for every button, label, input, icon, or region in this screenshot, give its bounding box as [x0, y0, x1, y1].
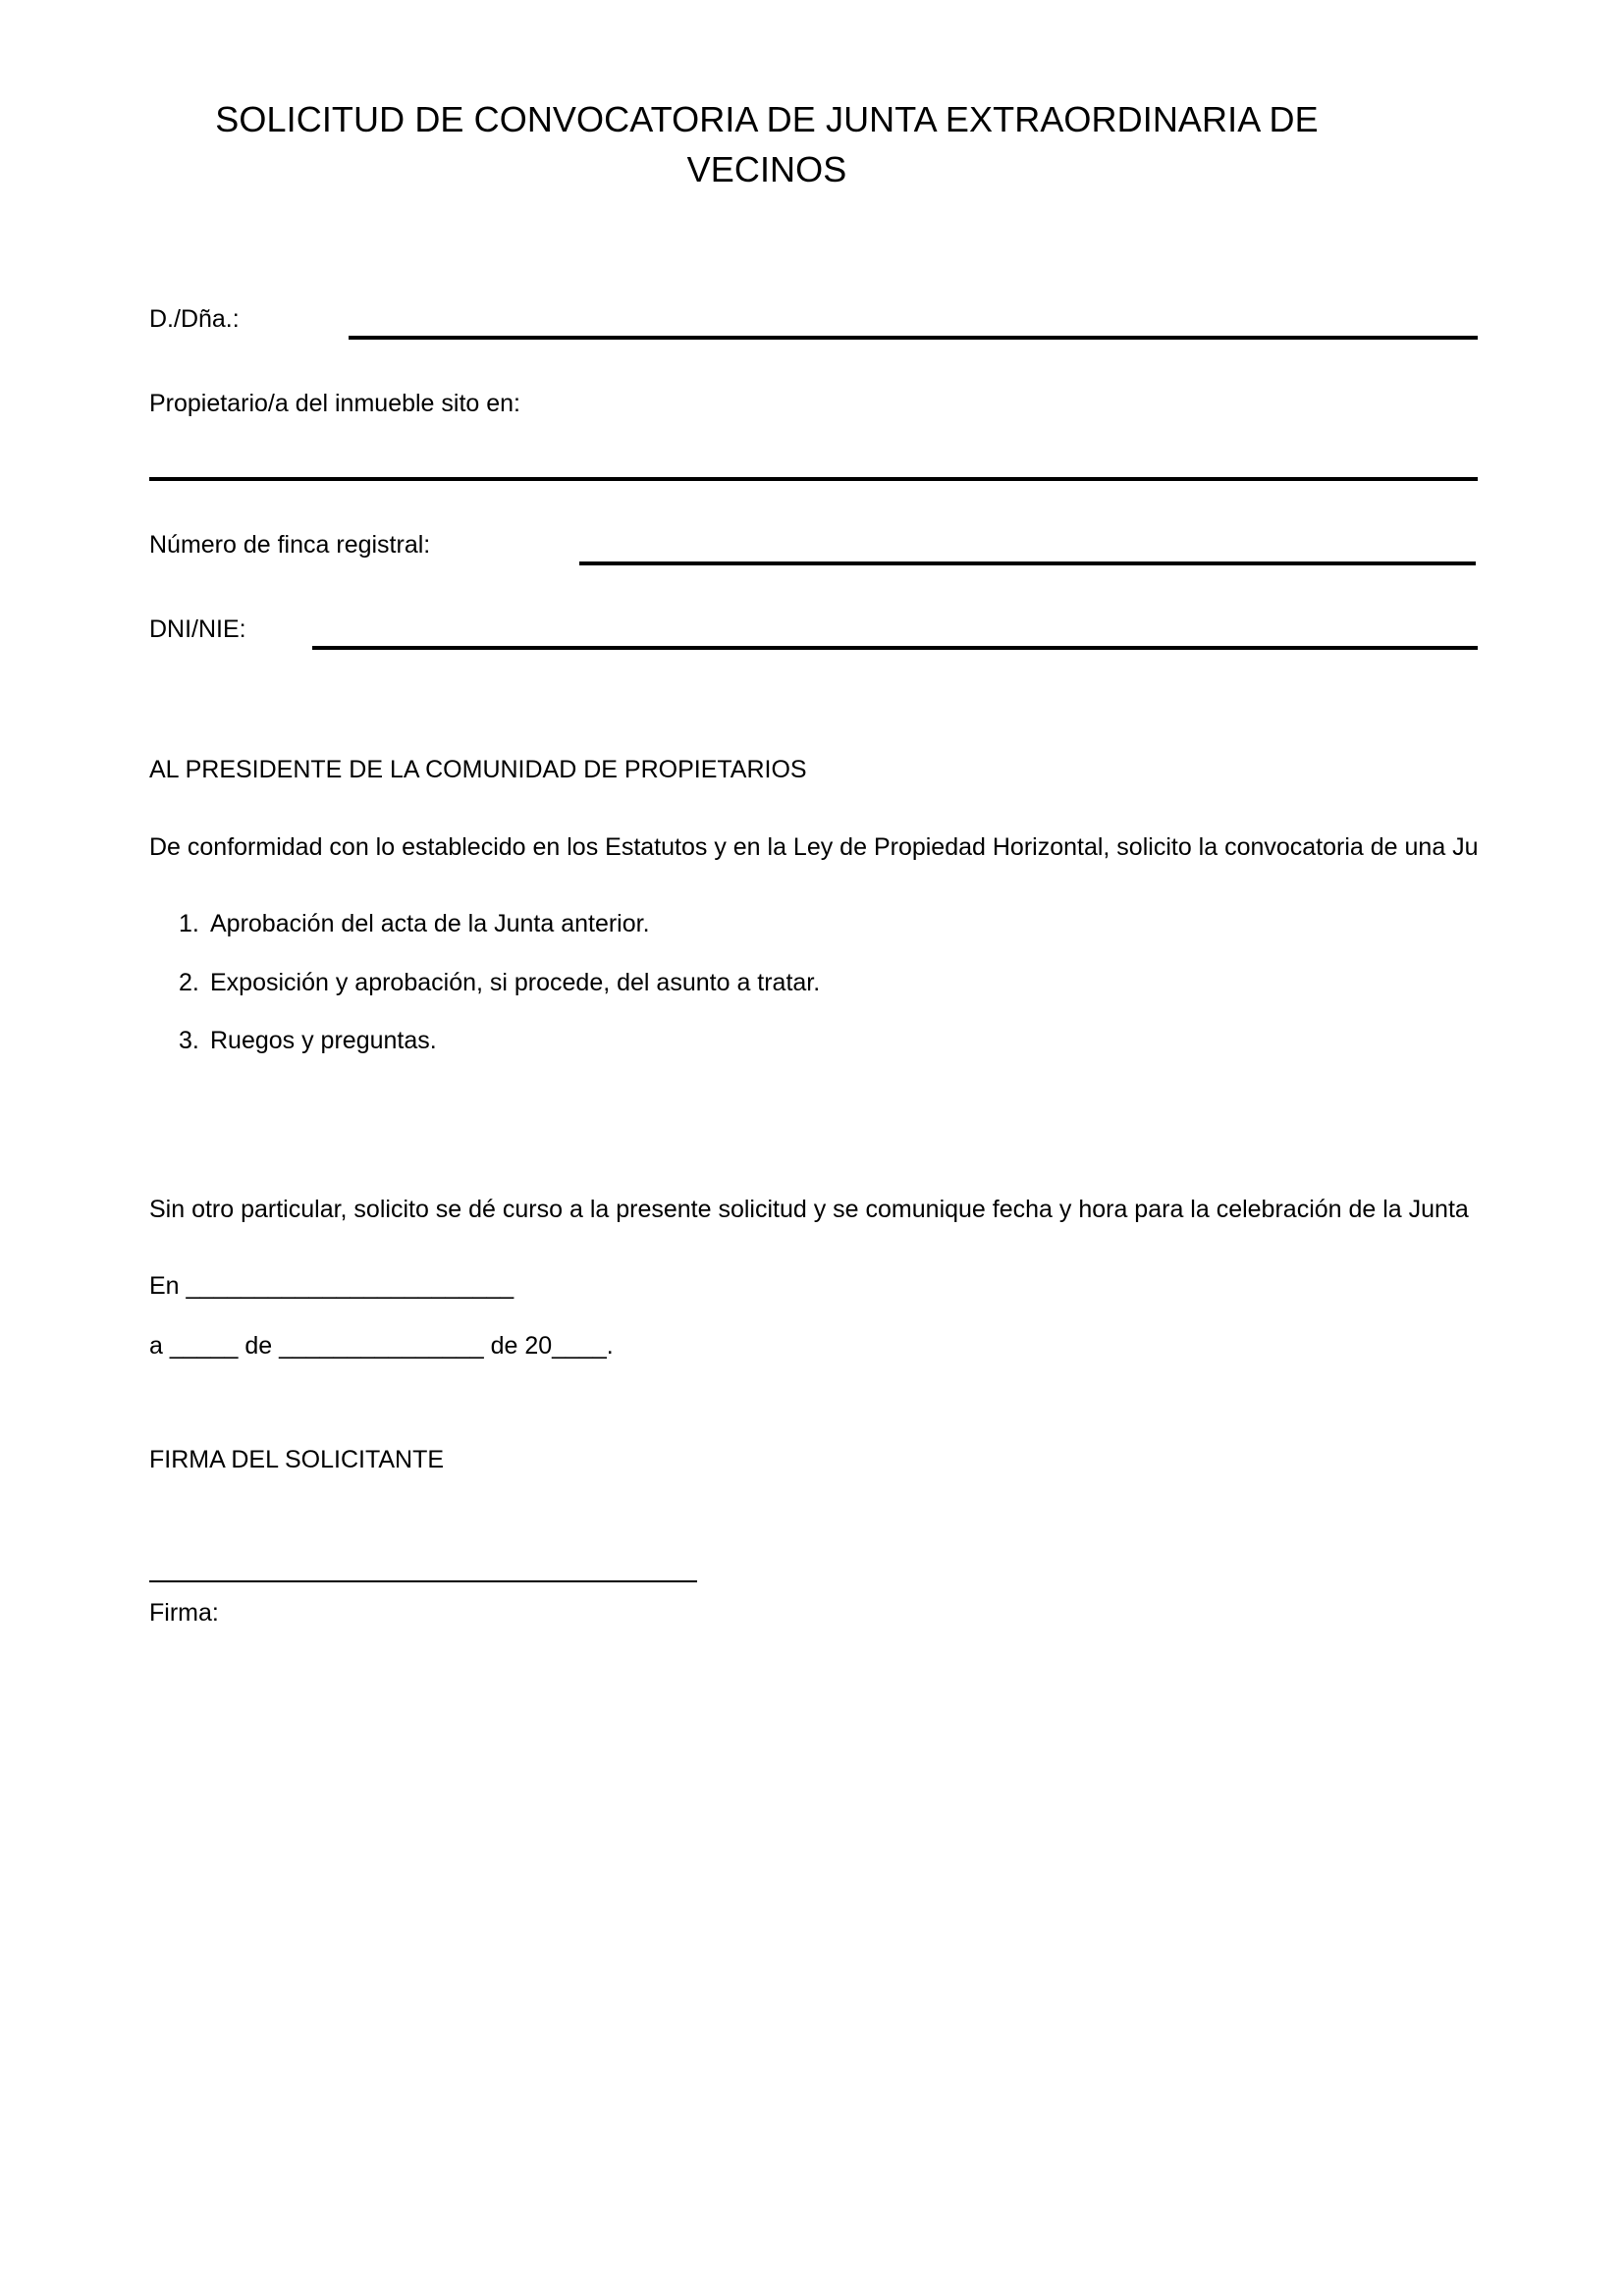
signature-rule[interactable]	[149, 1580, 697, 1582]
intro-paragraph: De conformidad con lo establecido en los Estatutos y en la Ley de Propiedad Horizontal, solicito la convocatoria de una Ju	[149, 832, 1479, 861]
list-item	[149, 908, 1478, 940]
place-line[interactable]: En ________________________	[149, 1272, 514, 1301]
field-label-finca: Número de finca registral:	[149, 531, 431, 560]
field-label-inmueble: Propietario/a del inmueble sito en:	[149, 390, 521, 418]
list-item-text: Ruegos y preguntas.	[210, 1027, 437, 1055]
page-title: SOLICITUD DE CONVOCATORIA DE JUNTA EXTRAORDINARIA DE VECINOS	[215, 99, 1319, 190]
list-item-text: Exposición y aprobación, si procede, del asunto a tratar.	[210, 968, 821, 996]
field-row-inmueble	[149, 389, 1478, 503]
list-item-text: Aprobación del acta de la Junta anterior.	[210, 910, 650, 938]
field-row-finca	[149, 530, 1478, 587]
field-row-dni	[149, 614, 1478, 671]
list-item-number: 2.	[179, 968, 199, 996]
closing-paragraph: Sin otro particular, solicito se dé curso a la presente solicitud y se comunique fecha y hora para la celebración de la Junta	[149, 1195, 1469, 1223]
field-rule-nombre[interactable]	[349, 336, 1478, 340]
list-item-number: 3.	[179, 1027, 199, 1055]
field-label-nombre: D./Dña.:	[149, 305, 240, 334]
signature-block	[149, 1476, 1478, 1627]
field-rule-dni[interactable]	[312, 646, 1478, 650]
addressee-line: AL PRESIDENTE DE LA COMUNIDAD DE PROPIETARIOS	[149, 756, 807, 784]
signature-label: Firma:	[149, 1598, 219, 1627]
list-item	[149, 967, 1478, 999]
signature-heading: FIRMA DEL SOLICITANTE	[149, 1446, 445, 1474]
list-item	[149, 1025, 1478, 1057]
field-label-dni: DNI/NIE:	[149, 615, 246, 644]
agenda-list	[149, 908, 1478, 1057]
date-line[interactable]: a _____ de _______________ de 20____.	[149, 1331, 614, 1360]
field-row-nombre	[149, 304, 1478, 361]
field-rule-finca[interactable]	[579, 561, 1476, 565]
list-item-number: 1.	[179, 910, 199, 938]
field-rule-inmueble[interactable]	[149, 477, 1478, 481]
document-content	[149, 0, 1479, 1627]
